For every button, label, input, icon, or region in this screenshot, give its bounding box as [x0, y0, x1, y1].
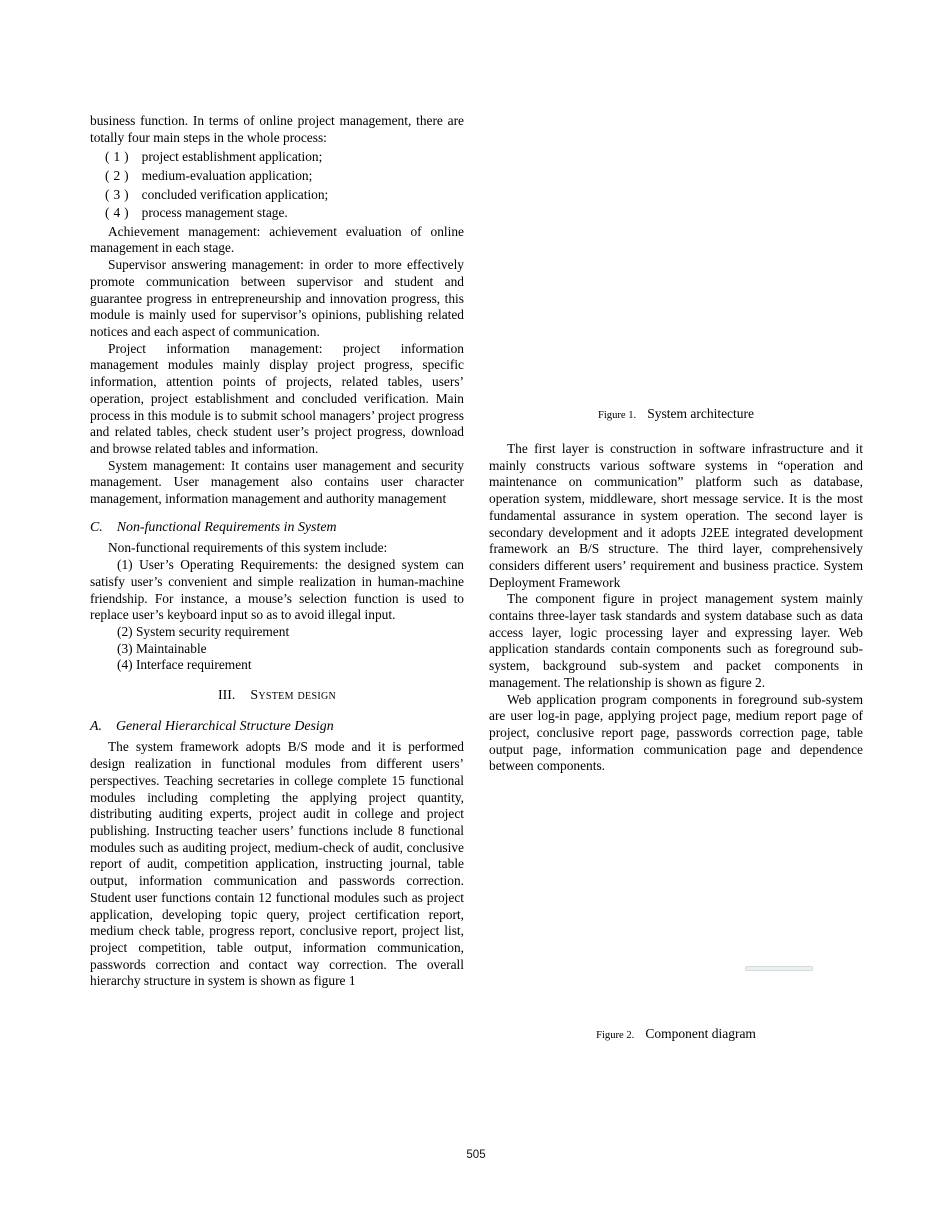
paragraph: The first layer is construction in software infrastructure and it mainly constructs various software systems in “operation and maintenance on communication” platform such as database, operation system, middleware, short message service. It is the most fundamental assurance in system operation. The second layer is secondary development and it adopts J2EE integrated development framework an B/S structure. The third layer, comprehensively considers different users’ requirement and business practice. System Deployment Framework	[489, 441, 863, 590]
paragraph: Supervisor answering management: in order to more effectively promote communication between supervisor and student and guarantee progress in entrepreneurship and innovation progress, this module is mainly used for supervisor’s opinions, publishing related notices and each aspect of communication.	[90, 257, 464, 339]
list-item-text: medium-evaluation application;	[141, 168, 313, 183]
paragraph-continuation: business function. In terms of online project management, there are totally four main steps in the whole process:	[90, 113, 464, 145]
list-item-marker: (2)	[105, 168, 133, 183]
figure2-scrollbar-artifact	[745, 966, 813, 971]
section-heading-c	[90, 520, 464, 537]
requirement-item: (2) System security requirement	[117, 623, 290, 639]
section-heading-title: System design	[250, 688, 336, 704]
figure1-caption	[489, 405, 863, 425]
requirement-item: (3) Maintainable	[117, 640, 207, 656]
right-column	[489, 113, 863, 1061]
requirement-item: (1) User’s Operating Requirements: the designed system can satisfy user’s convenient and simple realization in human-machine friendship. For instance, a mouse’s selection function is used to replace user’s keyboard input so as to avoid illegal input.	[90, 557, 464, 623]
figure2-placeholder	[489, 775, 863, 1025]
requirement-item: (4) Interface requirement	[117, 657, 252, 673]
paragraph: The component figure in project management system mainly contains three-layer task standards and system database such as data access layer, logic processing layer and expressing layer. Web application standards contain components such as foreground sub-system, background sub-system and packet components in management. The relationship is shown as figure 2.	[489, 591, 863, 690]
figure2-caption	[489, 1025, 863, 1045]
figure-caption-text: System architecture	[647, 406, 755, 421]
paragraph: The system framework adopts B/S mode and it is performed design realization in functional modules from different users’ perspectives. Teaching secretaries in college complete 15 functional modules including completing the applying project quantity, distributing auditing experts, project audit in college and project publishing. Instructing teacher users’ functions include 8 functional modules such as auditing project, medium-check of audit, conclusive report of audit, competition application, instructing journal, table output, information communication and passwords correction. Student user functions contain 12 functional modules such as project application, developing topic query, project certification report, medium check table, progress report, conclusive report, project list, project competition, table output, information communication, passwords correction and contact way correction. The overall hierarchy structure in system is shown as figure 1	[90, 739, 464, 989]
paragraph: Achievement management: achievement evaluation of online management in each stage.	[90, 223, 464, 256]
paragraph: Project information management: project information management modules mainly display project progress, specific information, attention points of projects, related tables, users’ operation, project establishment and concluded verification. Main process in this module is to submit school managers’ project progress and related tables, check student user’s project progress, download and browse related tables and information.	[90, 340, 464, 456]
figure1-placeholder	[489, 113, 863, 405]
paragraph: System management: It contains user management and security management. User management also contains user character management, information management and authority management	[90, 457, 464, 507]
numbered-step-list	[90, 148, 464, 222]
section-heading-label: III.	[217, 688, 236, 704]
page-number: 505	[466, 1149, 486, 1161]
figure-caption-label: Figure 1.	[597, 410, 637, 421]
list-item-text: process management stage.	[141, 205, 288, 221]
figure-caption-text: Component diagram	[645, 1026, 756, 1042]
section-heading-label: A.	[90, 718, 102, 734]
list-item-text: concluded verification application;	[141, 186, 329, 202]
list-item	[105, 204, 464, 223]
list-item-marker: (3)	[105, 186, 133, 202]
section-heading-a	[90, 719, 464, 736]
list-item-marker: (4)	[105, 205, 133, 221]
left-column	[90, 113, 464, 990]
list-item	[105, 186, 464, 205]
paragraph: Web application program components in foreground sub-system are user log-in page, applying project page, medium report page of project, conclusive report page, passwords correction page, table output page, information communication page and dependence between components.	[489, 691, 863, 774]
paragraph: Non-functional requirements of this system include:	[108, 540, 388, 556]
list-item-marker: (1)	[105, 149, 133, 165]
list-item	[105, 167, 464, 186]
section-heading-title: Non-functional Requirements in System	[116, 519, 337, 535]
section-heading-iii	[90, 688, 464, 705]
list-item	[105, 148, 464, 167]
list-item-text: project establishment application;	[141, 149, 323, 165]
section-heading-title: General Hierarchical Structure Design	[115, 718, 334, 734]
section-heading-label: C.	[90, 519, 103, 535]
figure-caption-label: Figure 2.	[596, 1030, 635, 1042]
